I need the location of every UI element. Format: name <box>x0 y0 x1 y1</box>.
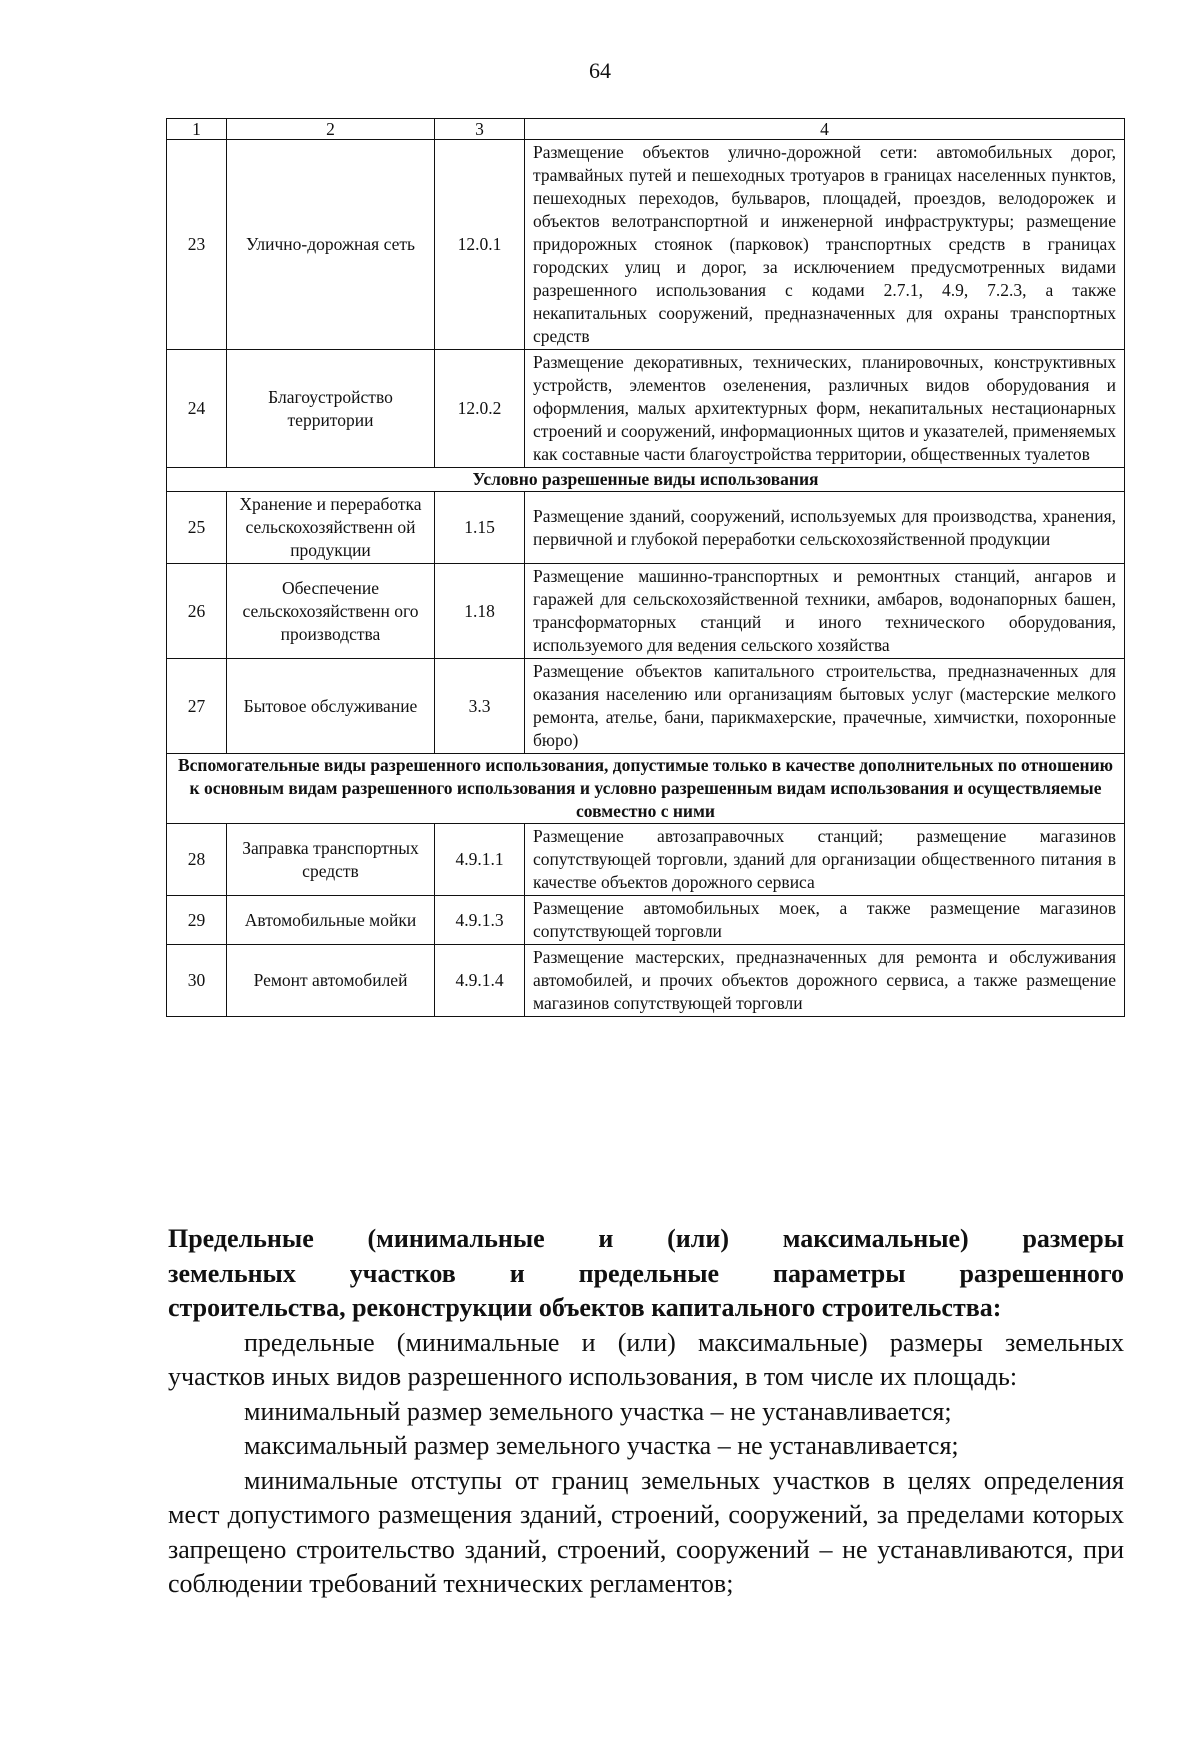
use-type-description: Размещение мастерских, предназначенных для ремонта и обслуживания автомобилей, и прочих объектов дорожного сервиса, а также размещение магазинов сопутствующей торговли <box>525 945 1125 1017</box>
use-type-description: Размещение автомобильных моек, а также размещение магазинов сопутствующей торговли <box>525 896 1125 945</box>
use-type-name: Хранение и переработка сельскохозяйственн ой продукции <box>227 492 435 564</box>
use-type-description: Размещение машинно-транспортных и ремонтных станций, ангаров и гаражей для сельскохозяйственной техники, амбаров, водонапорных башен, трансформаторных станций и иного технического оборудования, используемого для ведения сельского хозяйства <box>525 564 1125 659</box>
use-type-name: Обеспечение сельскохозяйственн ого производства <box>227 564 435 659</box>
row-number: 23 <box>167 140 227 350</box>
use-type-name: Ремонт автомобилей <box>227 945 435 1017</box>
column-header: 1 <box>167 119 227 140</box>
section-heading-line: земельных участков и предельные параметры разрешенного <box>168 1258 1124 1288</box>
use-type-name: Заправка транспортных средств <box>227 824 435 896</box>
row-number: 24 <box>167 350 227 468</box>
column-header: 3 <box>435 119 525 140</box>
row-number: 25 <box>167 492 227 564</box>
table-body <box>167 119 1125 1017</box>
table-row <box>167 350 1125 468</box>
page-number: 64 <box>589 58 611 83</box>
column-header: 2 <box>227 119 435 140</box>
use-type-name: Бытовое обслуживание <box>227 659 435 754</box>
table-header-row <box>167 119 1125 140</box>
use-type-name: Автомобильные мойки <box>227 896 435 945</box>
row-number: 27 <box>167 659 227 754</box>
section-title: Условно разрешенные виды использования <box>167 468 1125 492</box>
table-row <box>167 492 1125 564</box>
section-title: Вспомогательные виды разрешенного использования, допустимые только в качестве дополнительных по отношению к основным видам разрешенного использования и условно разрешенным видам использования и осуществляемые совместно с ними <box>167 754 1125 824</box>
section-heading-line: Предельные (минимальные и (или) максимальные) размеры <box>168 1224 1124 1253</box>
row-number: 29 <box>167 896 227 945</box>
use-type-description: Размещение декоративных, технических, планировочных, конструктивных устройств, элементов озеленения, различных видов оборудования и оформления, малых архитектурных форм, некапитальных нестационарных строений и сооружений, информационных щитов и указателей, применяемых как составные части благоустройства территории, общественных туалетов <box>525 350 1125 468</box>
use-type-code: 4.9.1.3 <box>435 896 525 945</box>
use-type-description: Размещение объектов улично-дорожной сети: автомобильных дорог, трамвайных путей и пешеходных тротуаров в границах населенных пунктов, пешеходных переходов, бульваров, площадей, проездов, велодорожек и объектов велотранспортной и инженерной инфраструктуры; размещение придорожных стоянок (парковок) транспортных средств в границах городских улиц и дорог, за исключением предусмотренных видами разрешенного использования с кодами 2.7.1, 4.9, 7.2.3, а также некапитальных сооружений, предназначенных для охраны транспортных средств <box>525 140 1125 350</box>
table-row <box>167 659 1125 754</box>
use-type-code: 3.3 <box>435 659 525 754</box>
land-use-table <box>166 118 1125 1017</box>
paragraph: предельные (минимальные и (или) максимальные) размеры земельных участков иных видов разрешенного использования, в том числе их площадь: <box>168 1327 1124 1391</box>
paragraph: минимальные отступы от границ земельных участков в целях определения мест допустимого размещения зданий, строений, сооружений, за пределами которых запрещено строительство зданий, строений, сооружений – не устанавливаются, при соблюдении требований технических регламентов; <box>168 1465 1124 1598</box>
table-row <box>167 564 1125 659</box>
table-row <box>167 896 1125 945</box>
paragraph: максимальный размер земельного участка – не устанавливается; <box>244 1431 959 1460</box>
use-type-code: 12.0.2 <box>435 350 525 468</box>
section-row <box>167 468 1125 492</box>
use-type-code: 12.0.1 <box>435 140 525 350</box>
table-row <box>167 824 1125 896</box>
use-type-code: 4.9.1.1 <box>435 824 525 896</box>
regulations-text <box>168 1222 1124 1602</box>
use-type-name: Благоустройство территории <box>227 350 435 468</box>
table-row <box>167 140 1125 350</box>
use-type-code: 1.15 <box>435 492 525 564</box>
row-number: 26 <box>167 564 227 659</box>
table-row <box>167 945 1125 1017</box>
paragraph: минимальный размер земельного участка – не устанавливается; <box>244 1396 952 1426</box>
use-type-code: 4.9.1.4 <box>435 945 525 1017</box>
row-number: 30 <box>167 945 227 1017</box>
section-row <box>167 754 1125 824</box>
use-type-code: 1.18 <box>435 564 525 659</box>
column-header: 4 <box>525 119 1125 140</box>
use-type-description: Размещение объектов капитального строительства, предназначенных для оказания населению или организациям бытовых услуг (мастерские мелкого ремонта, ателье, бани, парикмахерские, прачечные, химчистки, похоронные бюро) <box>525 659 1125 754</box>
use-type-name: Улично-дорожная сеть <box>227 140 435 350</box>
row-number: 28 <box>167 824 227 896</box>
use-type-description: Размещение зданий, сооружений, используемых для производства, хранения, первичной и глубокой переработки сельскохозяйственной продукции <box>525 492 1125 564</box>
use-type-description: Размещение автозаправочных станций; размещение магазинов сопутствующей торговли, зданий для организации общественного питания в качестве объектов дорожного сервиса <box>525 824 1125 896</box>
section-heading-line: строительства, реконструкции объектов капитального строительства: <box>168 1293 1002 1322</box>
